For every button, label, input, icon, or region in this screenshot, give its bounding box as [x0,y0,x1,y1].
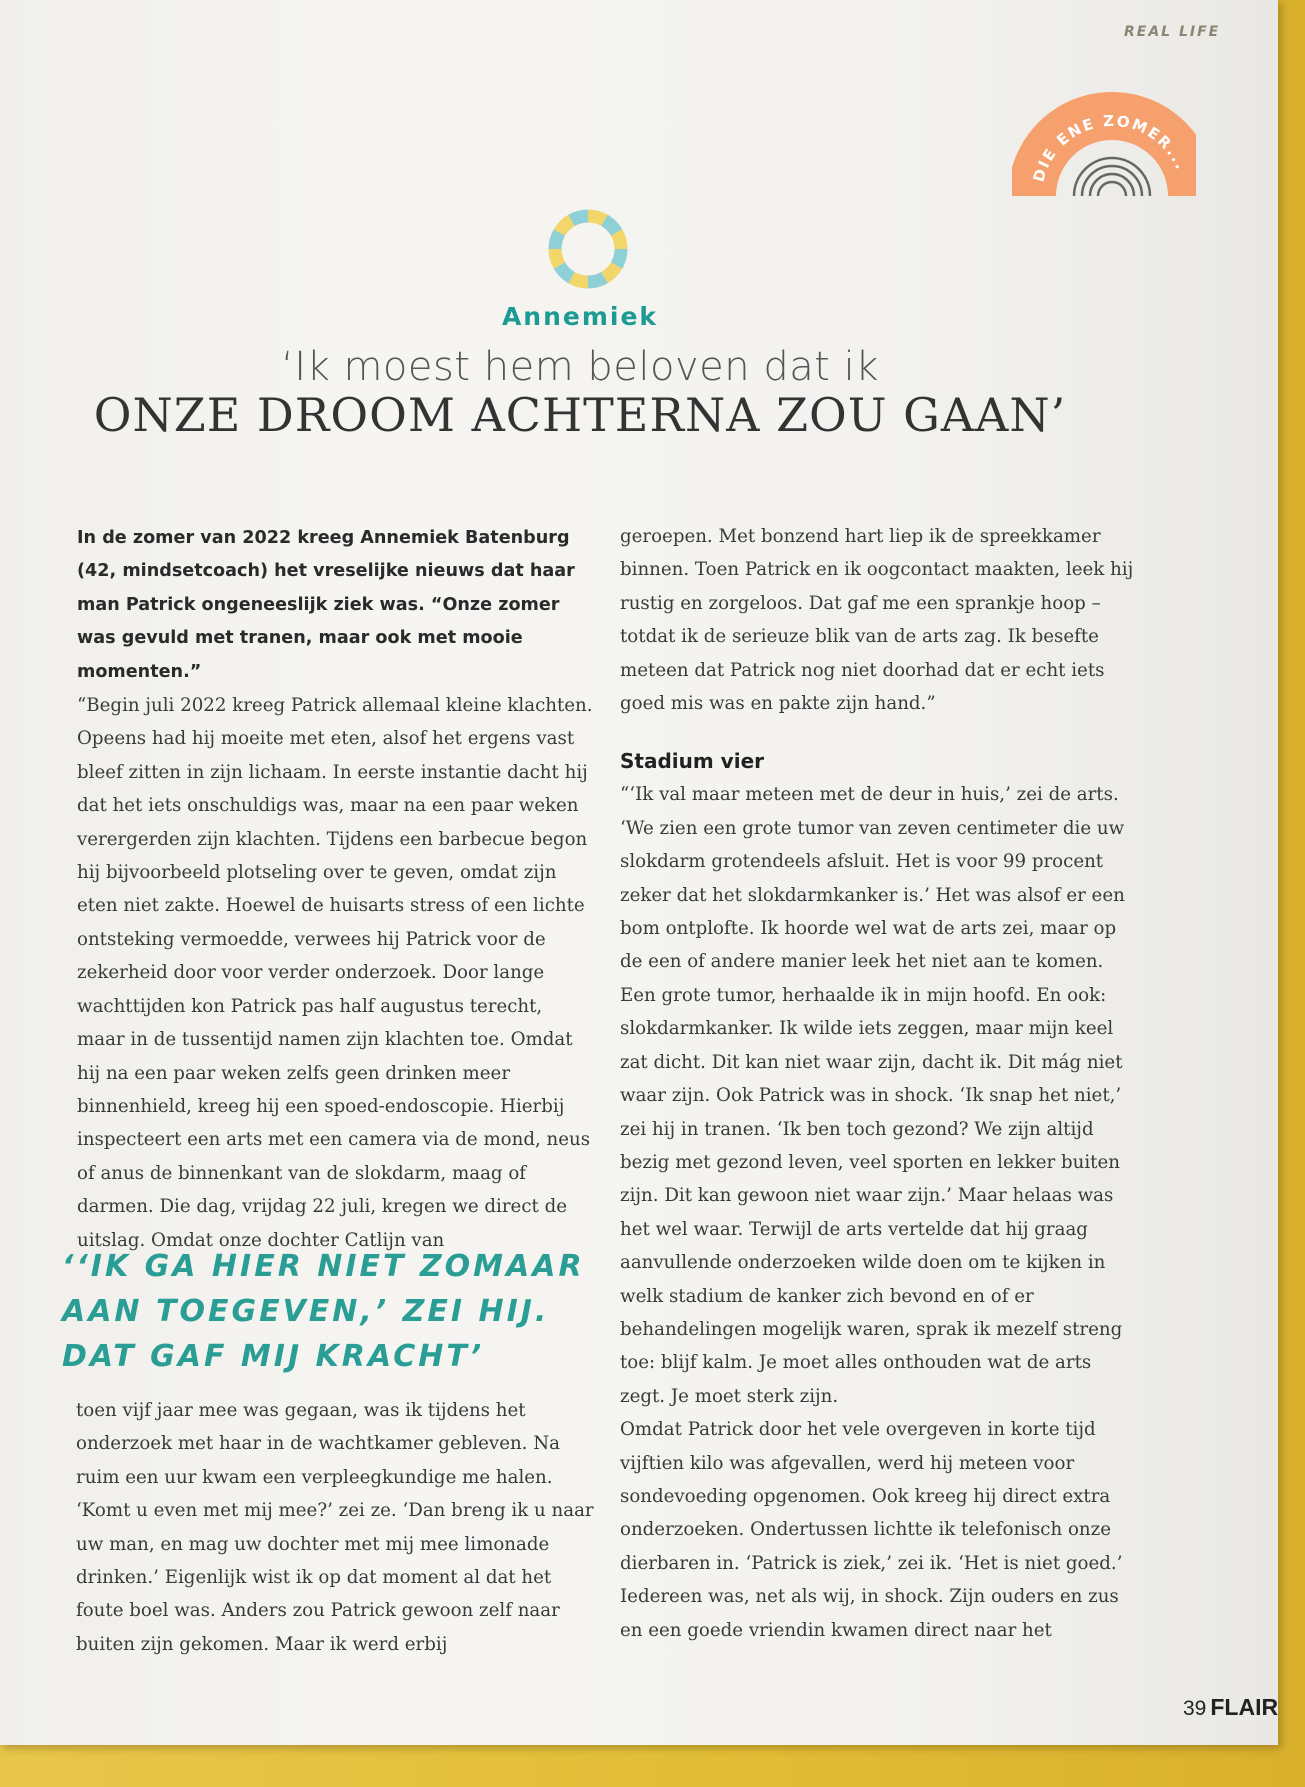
left-body-1: “Begin juli 2022 kreeg Patrick allemaal kleine klachten. Opeens had hij moeite met eten, alsof het ergens vast bleef zitten in zijn lichaam. In eerste instantie dacht hij dat het iets onschuldigs was, maar na een paar weken verergerden zijn klachten. Tijdens een barbecue begon hij bijvoorbeeld plotseling over te geven, omdat zijn eten niet zakte. Hoewel de huisarts stress of een lichte ontsteking vermoedde, verwees hij Patrick voor de zekerheid door voor verder onderzoek. Door lange wachttijden kon Patrick pas half augustus terecht, maar in de tussentijd namen zijn klachten toe. Omdat hij na een paar weken zelfs geen drinken meer binnenhield, kreeg hij een spoed-endoscopie. Hierbij inspecteert een arts met een camera via de mond, neus of anus de binnenkant van de slokdarm, maag of darmen. Die dag, vrijdag 22 juli, kregen we direct de uitslag. Omdat onze dochter Catlijn van [77,695,593,1251]
headline-line-2: ONZE DROOM ACHTERNA ZOU GAAN’ [93,388,1067,442]
section-label: REAL LIFE [1124,24,1221,40]
right-body-2: “‘Ik val maar meteen met de deur in huis,’ zei de arts. ‘We zien een grote tumor van zeven centimeter die uw slokdarm grotendeels afsluit. Het is voor 99 procent zeker dat het slokdarmkanker is.’ Het was alsof er een bom ontplofte. Ik hoorde wel wat de arts zei, maar op de een of andere manier leek het niet aan te komen. Een grote tumor, herhaalde ik in mijn hoofd. En ook: slokdarmkanker. Ik wilde iets zeggen, maar mijn keel zat dicht. Dit kan niet waar zijn, dacht ik. Dit mág niet waar zijn. Ook Patrick was in shock. ‘Ik snap het niet,’ zei hij in tranen. ‘Ik ben toch gezond? We zijn altijd bezig met gezond leven, veel sporten en lekker buiten zijn. Dit kan gewoon niet waar zijn.’ Maar helaas was het wel waar. Terwijl de arts vertelde dat hij graag aanvullende onderzoeken wilde doen om te kijken in welk stadium de kanker zich bevond en of er behandelingen mogelijk waren, sprak ik mezelf streng toe: blijf kalm. Je moet alles onthouden wat de arts zegt. Je moet sterk zijn. [620,784,1125,1407]
subject-name: Annemiek [501,302,659,331]
headline-line-1: ‘Ik moest hem beloven dat ik [281,344,879,390]
right-body-1: geroepen. Met bonzend hart liep ik de spreekkamer binnen. Toen Patrick en ik oogcontact maakten, leek hij rustig en zorgeloos. Dat gaf me een sprankje hoop – totdat ik de serieuze blik van de arts zag. Ik besefte meteen dat Patrick nog niet doorhad dat er echt iets goed mis was en pakte zijn hand.” [620,526,1134,715]
page-footer [1183,1694,1278,1721]
pull-quote: ‘‘IK GA HIER NIET ZOMAAR AAN TOEGEVEN,’ ZEI HIJ. DAT GAF MIJ KRACHT’ [62,1249,585,1374]
left-body-2: toen vijf jaar mee was gegaan, was ik tijdens het onderzoek met haar in de wachtkamer gebleven. Na ruim een uur kwam een verpleegkundige me halen. ‘Komt u even met mij mee?’ zei ze. ‘Dan breng ik u naar uw man, en mag uw dochter met mij mee limonade drinken.’ Eigenlijk wist ik op dat moment al dat het foute boel was. Anders zou Patrick gewoon zelf naar buiten zijn gekomen. Maar ik werd erbij [76,1400,594,1655]
ring-segment [559,266,571,278]
ring-segment [555,249,559,266]
badge-text: DIE ENE ZOMER... [1029,111,1191,185]
right-column [620,520,1140,1647]
left-column-bottom [76,1394,596,1661]
ring-icon [545,206,631,292]
ring-segment [617,233,621,250]
page-number: 39 [1183,1697,1207,1720]
ring-segment [559,220,571,232]
subheading-stadium-vier: Stadium vier [620,749,764,774]
ring-segment [605,220,617,232]
ring-segment [572,278,589,282]
badge-die-ene-zomer [1012,84,1196,234]
ring-segment [572,216,589,220]
right-body-3: Omdat Patrick door het vele overgeven in korte tijd vijftien kilo was afgevallen, werd hij meteen voor sondevoeding opgenomen. Ook kreeg hij direct extra onderzoeken. Ondertussen lichtte ik telefonisch onze dierbaren in. ‘Patrick is ziek,’ zei ik. ‘Het is niet goed.’ Iedereen was, net als wij, in shock. Zijn ouders en zus en een goede vriendin kwamen direct naar het [620,1419,1123,1641]
ring-segment [605,266,617,278]
ring-segment [588,278,605,282]
magazine-brand: FLAIR [1210,1694,1279,1720]
ring-segment [617,249,621,266]
intro-lead: In de zomer van 2022 kreeg Annemiek Batenburg (42, mindsetcoach) het vreselijke nieuws dat haar man Patrick ongeneeslijk ziek was. “Onze zomer was gevuld met tranen, maar ook met mooie momenten.” [77,528,575,682]
ring-segment [555,233,559,250]
left-column-top [77,522,593,1257]
ring-segment [588,216,605,220]
